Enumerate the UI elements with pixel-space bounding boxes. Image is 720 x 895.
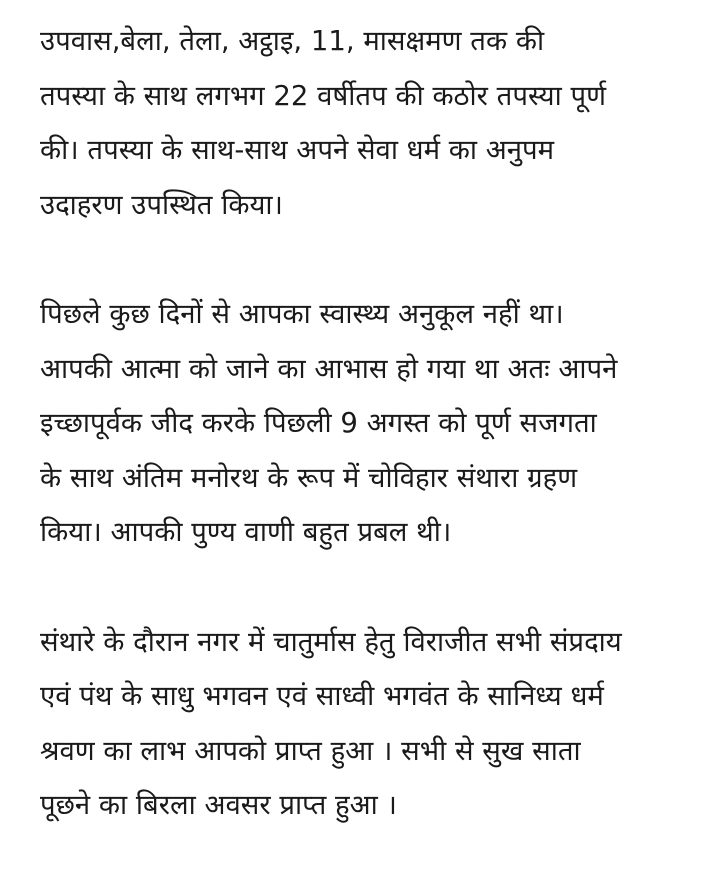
text-line: की। तपस्या के साथ-साथ अपने सेवा धर्म का अनुपम: [40, 134, 555, 166]
paragraph-3: [40, 615, 700, 833]
text-line: उदाहरण उपस्थित किया।: [40, 188, 283, 221]
text-line: आपकी आत्मा को जाने का आभास हो गया था अतः आपने: [40, 352, 618, 385]
text-line: किया। आपकी पुण्य वाणी बहुत प्रबल थी।: [40, 516, 452, 548]
text-line: एवं पंथ के साधु भगवन एवं साध्वी भगवंत के सानिध्य धर्म: [40, 680, 604, 712]
text-line: पूछने का बिरला अवसर प्राप्त हुआ ।: [40, 789, 397, 821]
text-line: के साथ अंतिम मनोरथ के रूप में चोविहार संथारा ग्रहण: [40, 461, 578, 494]
text-line: पिछले कुछ दिनों से आपका स्वास्थ्य अनुकूल नहीं था।: [40, 298, 564, 330]
text-line: उपवास,बेला, तेला, अट्ठाइ, 11, मासक्षमण तक की: [40, 25, 545, 57]
text-line: इच्छापूर्वक जीद करके पिछली 9 अगस्त को पूर्ण सजगता: [40, 407, 597, 439]
paragraph-2: [40, 287, 700, 560]
text-line: श्रवण का लाभ आपको प्राप्त हुआ । सभी से सुख साता: [40, 734, 581, 767]
text-line: संथारे के दौरान नगर में चातुर्मास हेतु विराजीत सभी संप्रदाय: [40, 625, 622, 658]
article-body: [40, 14, 700, 833]
paragraph-1: [40, 14, 700, 232]
text-line: तपस्या के साथ लगभग 22 वर्षीतप की कठोर तपस्या पूर्ण: [40, 79, 606, 112]
